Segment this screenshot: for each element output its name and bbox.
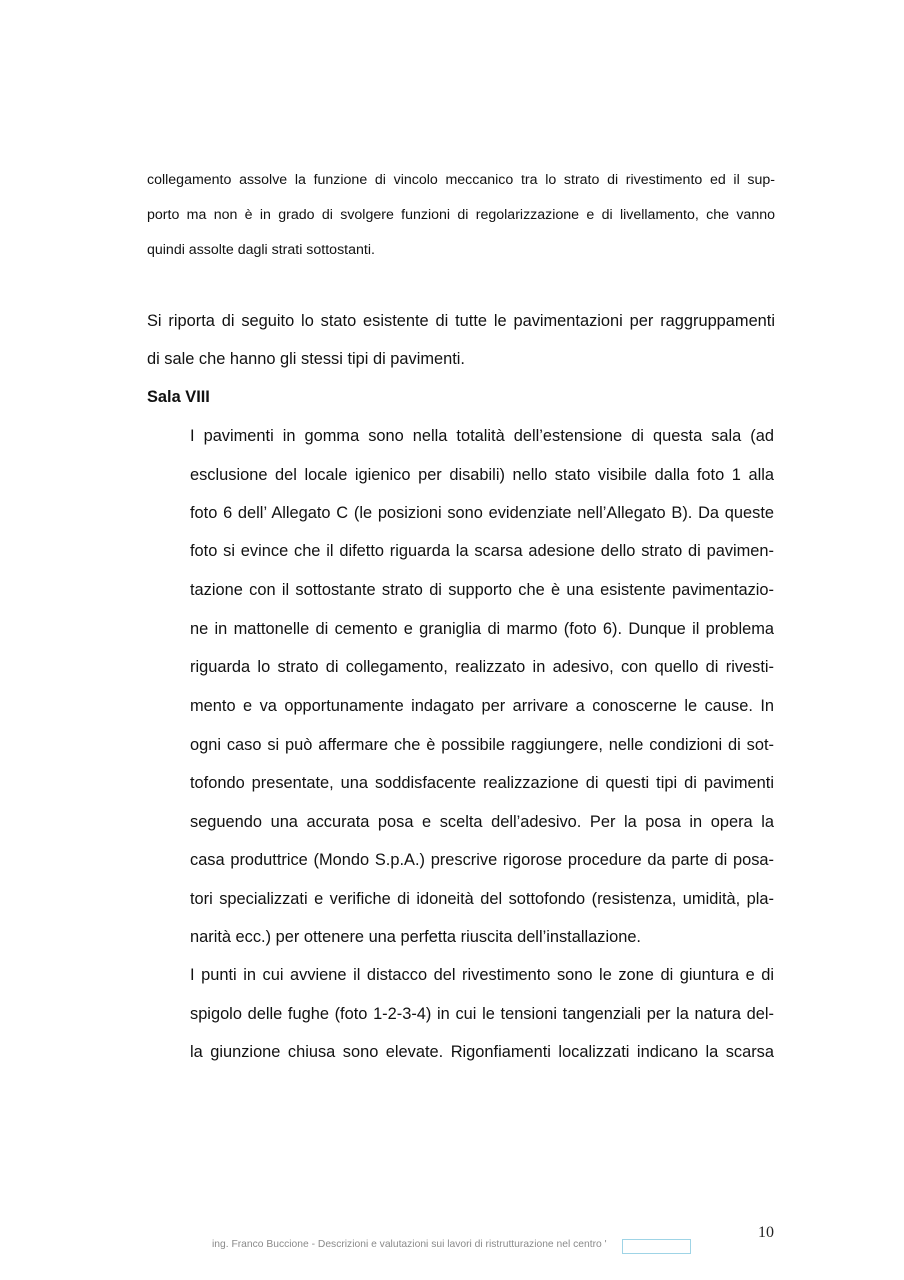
paragraph-2-line-2: spigolo delle fughe (foto 1-2-3-4) in cui le tensioni tangenziali per la natura del- — [190, 1005, 774, 1023]
paragraph-1-line-6: ne in mattonelle di cemento e graniglia di marmo (foto 6). Dunque il problema — [190, 620, 774, 638]
paragraph-1-line-9: ogni caso si può affermare che è possibile raggiungere, nelle condizioni di sot- — [190, 736, 774, 754]
paragraph-2-line-1: I punti in cui avviene il distacco del rivestimento sono le zone di giuntura e di — [190, 966, 774, 984]
paragraph-1-line-3: foto 6 dell’ Allegato C (le posizioni sono evidenziate nell’Allegato B). Da queste — [190, 504, 774, 522]
paragraph-1-line-14: narità ecc.) per ottenere una perfetta riuscita dell’installazione. — [190, 928, 641, 946]
statement-line-2: di sale che hanno gli stessi tipi di pavimenti. — [147, 350, 465, 368]
paragraph-1-line-2: esclusione del locale igienico per disabili) nello stato visibile dalla foto 1 alla — [190, 466, 774, 484]
page-number: 10 — [758, 1224, 774, 1241]
paragraph-1-line-11: seguendo una accurata posa e scelta dell’adesivo. Per la posa in opera la — [190, 813, 774, 831]
paragraph-1-line-10: tofondo presentate, una soddisfacente realizzazione di questi tipi di pavimenti — [190, 774, 774, 792]
paragraph-1-line-5: tazione con il sottostante strato di supporto che è una esistente pavimentazio- — [190, 581, 774, 599]
intro-line-1: collegamento assolve la funzione di vincolo meccanico tra lo strato di rivestimento ed il sup- — [147, 172, 775, 188]
statement-line-1: Si riporta di seguito lo stato esistente di tutte le pavimentazioni per raggruppamenti — [147, 312, 775, 330]
intro-line-3: quindi assolte dagli strati sottostanti. — [147, 242, 375, 258]
paragraph-1-line-4: foto si evince che il difetto riguarda la scarsa adesione dello strato di pavimen- — [190, 542, 774, 560]
paragraph-1-line-7: riguarda lo strato di collegamento, realizzato in adesivo, con quello di rivesti- — [190, 658, 774, 676]
intro-line-2: porto ma non è in grado di svolgere funzioni di regolarizzazione e di livellamento, che vanno — [147, 207, 775, 223]
paragraph-2-line-3: la giunzione chiusa sono elevate. Rigonfiamenti localizzati indicano la scarsa — [190, 1043, 774, 1061]
section-heading: Sala VIII — [147, 388, 210, 406]
footer-field-box — [622, 1239, 691, 1254]
paragraph-1-line-8: mento e va opportunamente indagato per arrivare a conoscerne le cause. In — [190, 697, 774, 715]
paragraph-1-line-1: I pavimenti in gomma sono nella totalità dell’estensione di questa sala (ad — [190, 427, 774, 445]
paragraph-1-line-13: tori specializzati e verifiche di idoneità del sottofondo (resistenza, umidità, pla- — [190, 890, 774, 908]
footer-text: ing. Franco Buccione - Descrizioni e valutazioni sui lavori di ristrutturazione nel centro ' — [212, 1239, 607, 1250]
paragraph-1-line-12: casa produttrice (Mondo S.p.A.) prescrive rigorose procedure da parte di posa- — [190, 851, 774, 869]
